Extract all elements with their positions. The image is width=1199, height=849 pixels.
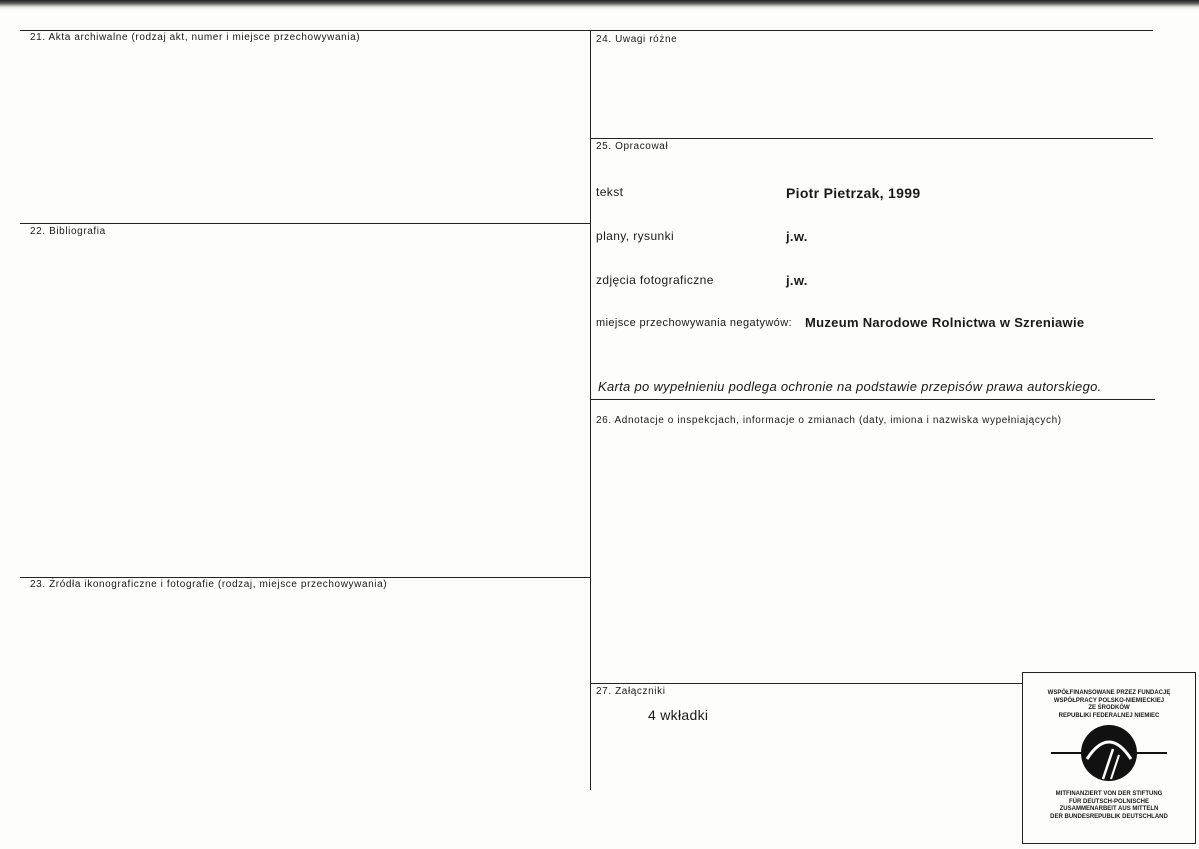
- sponsor-pl-line: ZE ŚRODKÓW: [1088, 705, 1130, 711]
- plans-value: j.w.: [786, 229, 808, 244]
- sponsor-de-line: MITFINANZIERT VON DER STIFTUNG: [1055, 791, 1163, 797]
- sponsor-pl-line: WSPÓŁPRACY POLSKO-NIEMIECKIEJ: [1053, 697, 1165, 704]
- sponsor-polish-text: [1023, 690, 1195, 720]
- sponsor-de-line: ZUSAMMENARBEIT AUS MITTELN: [1059, 806, 1159, 812]
- column-divider: [590, 30, 591, 790]
- sponsor-pl-line: WSPÓŁFINANSOWANE PRZEZ FUNDACJĘ: [1047, 690, 1171, 696]
- photos-value: j.w.: [786, 273, 808, 288]
- sponsor-de-line: FÜR DEUTSCH-POLNISCHE: [1068, 798, 1149, 805]
- scan-top-edge: [0, 0, 1199, 10]
- section-23-label: 23. Źródła ikonograficzne i fotografie (rodzaj, miejsce przechowywania): [30, 579, 388, 590]
- author-text-value: Piotr Pietrzak, 1999: [786, 185, 921, 201]
- sponsor-german-text: [1023, 791, 1195, 821]
- photos-field: zdjęcia fotograficzne: [596, 273, 714, 287]
- section-24-label: 24. Uwagi różne: [596, 34, 678, 45]
- sponsor-box: [1022, 672, 1196, 844]
- section-25-rule: [590, 138, 1153, 139]
- negatives-value: Muzeum Narodowe Rolnictwa w Szreniawie: [805, 315, 1085, 330]
- section-22-label: 22. Bibliografia: [30, 226, 106, 237]
- top-rule: [20, 30, 1153, 31]
- negatives-field: miejsce przechowywania negatywów:: [596, 317, 793, 329]
- foundation-logo-icon: [1047, 723, 1171, 783]
- sponsor-de-line: DER BUNDESREPUBLIK DEUTSCHLAND: [1050, 813, 1168, 820]
- section-23-rule: [20, 577, 590, 578]
- section-27-rule: [590, 683, 1022, 684]
- section-26-label: 26. Adnotacje o inspekcjach, informacje o zmianach (daty, imiona i nazwiska wypełniających): [596, 415, 1062, 426]
- copyright-note: Karta po wypełnieniu podlega ochronie na podstawie przepisów prawa autorskiego.: [598, 379, 1102, 394]
- section-26-rule: [590, 399, 1155, 400]
- section-27-label: 27. Załączniki: [596, 686, 666, 697]
- section-25-label: 25. Opracował: [596, 141, 669, 152]
- attachments-value: 4 wkładki: [648, 707, 709, 723]
- plans-field: plany, rysunki: [596, 229, 675, 243]
- sponsor-pl-line: REPUBLIKI FEDERALNEJ NIEMIEC: [1058, 712, 1160, 719]
- section-22-rule: [20, 223, 590, 224]
- author-text-field: tekst: [596, 185, 624, 199]
- section-21-label: 21. Akta archiwalne (rodzaj akt, numer i miejsce przechowywania): [30, 32, 361, 43]
